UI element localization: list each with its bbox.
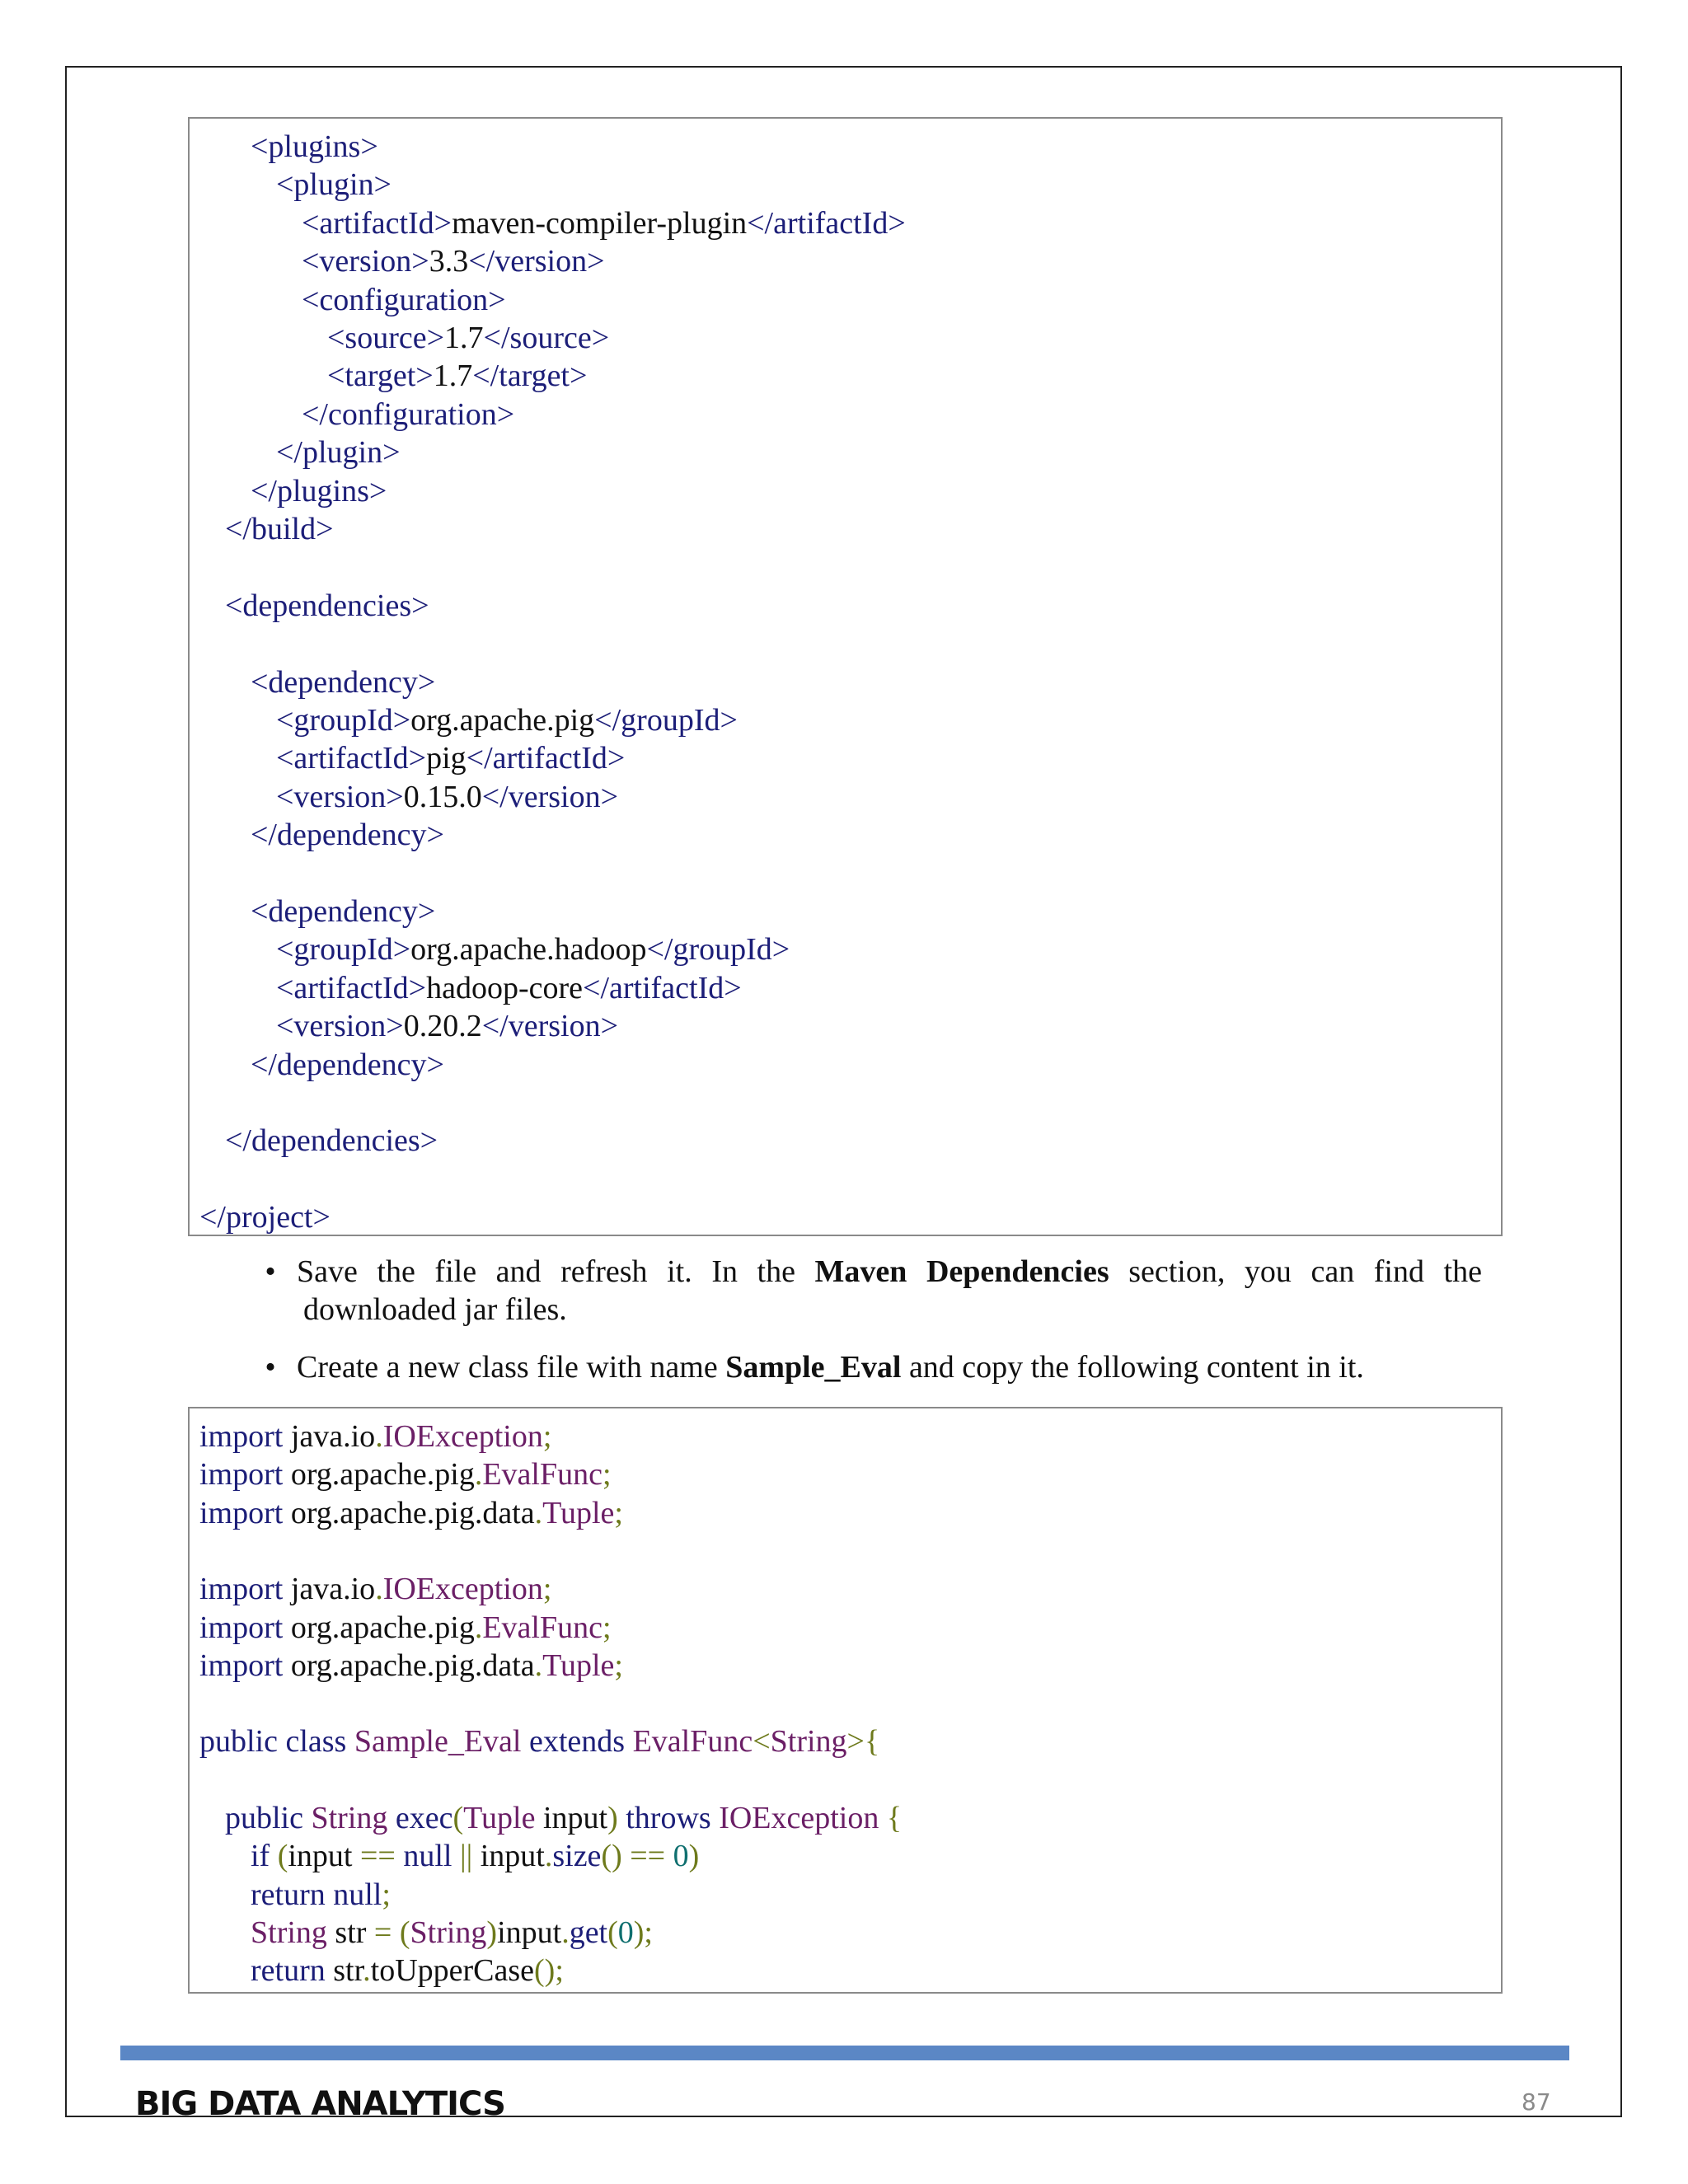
pom-xml-code-block [188, 117, 1503, 1236]
code-token: ; [602, 1457, 612, 1493]
bullet-text-part: Save the file and refresh it. In the [297, 1254, 815, 1289]
code-token: org.apache.pig [290, 1610, 475, 1645]
code-line [251, 663, 435, 701]
code-token: ); [633, 1915, 653, 1950]
code-token: . [474, 1457, 483, 1493]
code-token: . [561, 1915, 570, 1950]
code-token: <target> [327, 359, 434, 394]
code-token: exec [395, 1801, 453, 1835]
code-line [327, 357, 587, 395]
code-token: <artifactId> [276, 741, 427, 776]
bullet-symbol: • [265, 1254, 276, 1289]
code-token: || [460, 1839, 481, 1874]
bullet-item-create-class [254, 1348, 1482, 1386]
code-token: <version> [302, 244, 429, 279]
code-line [199, 1418, 551, 1455]
bullet-line-1 [297, 1253, 1482, 1291]
code-token: import [199, 1647, 291, 1683]
code-token: . [363, 1953, 371, 1989]
code-token: <version> [276, 1009, 404, 1044]
code-line [199, 1722, 879, 1760]
code-token: java.io [290, 1572, 376, 1607]
code-token: <plugin> [276, 167, 392, 203]
bullet-bold-term: Maven Dependencies [814, 1254, 1109, 1289]
code-token: 3.3 [429, 244, 469, 279]
bullet-symbol: • [265, 1350, 276, 1385]
bullet-text [297, 1253, 1482, 1329]
java-code-block [188, 1407, 1503, 1994]
code-token: EvalFunc [482, 1610, 603, 1645]
code-token: ) [688, 1839, 700, 1874]
code-line [251, 472, 387, 510]
code-token: IOException [382, 1572, 543, 1607]
code-token: 1.7 [444, 321, 484, 355]
code-token: IOException [719, 1801, 887, 1835]
code-token: org.apache.pig.data [290, 1495, 535, 1530]
code-token: input [542, 1801, 608, 1835]
code-token: ; [542, 1572, 552, 1607]
code-line [276, 930, 790, 968]
code-token: </version> [468, 244, 605, 279]
code-line [225, 1122, 438, 1160]
bullet-text-part: Create a new class file with name [297, 1350, 726, 1385]
code-token: . [375, 1419, 383, 1454]
code-token: size [552, 1839, 602, 1874]
bullet-text-part: and copy the following content in it. [901, 1350, 1364, 1385]
code-token: . [375, 1572, 383, 1607]
code-token: throws [626, 1801, 720, 1835]
code-token: ; [542, 1419, 552, 1454]
code-token: <dependencies> [225, 588, 429, 623]
code-token: Sample_Eval [354, 1724, 529, 1760]
code-line [251, 1046, 444, 1084]
code-token: import [199, 1457, 291, 1493]
code-token: input [480, 1839, 545, 1874]
code-token: (); [534, 1953, 564, 1989]
code-token: ( [277, 1839, 288, 1874]
bullet-text-part: section, you can find the [1109, 1254, 1482, 1289]
code-token: str [333, 1953, 363, 1989]
code-token: ; [602, 1610, 612, 1645]
code-line [276, 701, 738, 739]
code-token: </plugin> [276, 435, 401, 471]
code-token: <version> [276, 779, 404, 814]
code-token: EvalFunc [632, 1724, 753, 1760]
footer-rule [120, 2046, 1569, 2060]
code-token: . [474, 1610, 483, 1645]
bullet-item-save-file [254, 1253, 1482, 1329]
code-token: get [569, 1915, 608, 1950]
code-token: <plugins> [251, 129, 378, 164]
code-token: </artifactId> [583, 970, 742, 1005]
code-token: <artifactId> [276, 970, 427, 1005]
code-line [199, 1198, 331, 1236]
code-token: org.apache.hadoop [410, 932, 647, 968]
code-token: import [199, 1419, 291, 1454]
code-token: 0.15.0 [403, 779, 482, 814]
code-token: if [251, 1839, 278, 1874]
code-token: 0 [617, 1915, 634, 1950]
code-token: </source> [483, 321, 610, 355]
code-token: hadoop-core [426, 970, 584, 1005]
code-line [276, 1007, 618, 1045]
code-token: ( [452, 1801, 464, 1835]
code-token: <source> [327, 321, 445, 355]
code-token: </plugins> [251, 473, 387, 509]
code-token: . [534, 1647, 543, 1683]
code-token: ; [382, 1877, 391, 1912]
code-token: . [534, 1495, 543, 1530]
code-token: </artifactId> [747, 205, 906, 241]
code-line [251, 1914, 653, 1952]
bullet-text [297, 1348, 1482, 1386]
code-token: <dependency> [251, 894, 436, 929]
code-line [225, 1799, 902, 1837]
code-line [251, 816, 444, 854]
code-token: </dependency> [251, 818, 444, 853]
code-token: EvalFunc [482, 1457, 603, 1493]
code-token: pig [426, 741, 467, 776]
bullet-line-2: downloaded jar files. [303, 1292, 567, 1327]
code-token: <groupId> [276, 703, 411, 738]
code-token: </target> [472, 359, 588, 394]
code-token: </configuration> [302, 396, 515, 432]
code-token: java.io [290, 1419, 376, 1454]
code-token: </dependencies> [225, 1123, 438, 1159]
code-line [199, 1494, 623, 1532]
footer-title: BIG DATA ANALYTICS [135, 2085, 505, 2123]
code-token: import [199, 1610, 291, 1645]
bullet-bold-term: Sample_Eval [725, 1350, 902, 1385]
code-line [199, 1570, 551, 1608]
code-token: < [753, 1724, 771, 1760]
code-token: Tuple [463, 1801, 543, 1835]
code-token: return null [251, 1877, 382, 1912]
code-line [276, 434, 401, 471]
code-token: <groupId> [276, 932, 411, 968]
code-line [251, 893, 435, 930]
code-line [276, 739, 625, 777]
code-token: import [199, 1495, 291, 1530]
code-token: </groupId> [594, 703, 738, 738]
code-token: IOException [382, 1419, 543, 1454]
code-token: String [251, 1915, 335, 1950]
code-token: </build> [225, 512, 334, 546]
page-number: 87 [1522, 2088, 1551, 2116]
code-token: ; [614, 1647, 623, 1683]
code-line [251, 1952, 564, 1990]
code-line [225, 587, 429, 625]
code-token: ( [607, 1915, 618, 1950]
code-token: 1.7 [433, 359, 473, 394]
code-token: Tuple [542, 1647, 615, 1683]
code-line [251, 1876, 391, 1914]
code-line [276, 969, 742, 1007]
code-token: </artifactId> [466, 741, 626, 776]
code-token: extends [528, 1724, 633, 1760]
code-token: ) [486, 1915, 498, 1950]
code-token: input [288, 1839, 360, 1874]
code-token: <configuration> [302, 282, 506, 317]
code-token: str [335, 1915, 374, 1950]
code-token: </version> [481, 1009, 619, 1044]
code-token: { [886, 1801, 903, 1835]
code-token: <artifactId> [302, 205, 452, 241]
code-token: </project> [199, 1200, 331, 1235]
code-token: String [410, 1915, 487, 1950]
code-line [327, 319, 609, 357]
code-line [302, 396, 514, 434]
code-line [302, 204, 906, 242]
code-line [199, 1609, 612, 1647]
code-token: import [199, 1572, 291, 1607]
code-token: = ( [373, 1915, 410, 1950]
code-token: return [251, 1953, 334, 1989]
code-token: <dependency> [251, 664, 436, 700]
code-token: . [544, 1839, 553, 1874]
code-token: org.apache.pig [410, 703, 595, 738]
code-line [251, 128, 378, 166]
code-token: toUpperCase [370, 1953, 535, 1989]
code-token: maven-compiler-plugin [452, 205, 748, 241]
code-token: String [311, 1801, 396, 1835]
code-token: ; [614, 1495, 623, 1530]
code-token: org.apache.pig.data [290, 1647, 535, 1683]
code-token: == [360, 1839, 404, 1874]
code-token: org.apache.pig [290, 1457, 475, 1493]
code-token: Tuple [542, 1495, 615, 1530]
code-line [199, 1455, 612, 1493]
code-line [276, 778, 618, 816]
code-token: </version> [481, 779, 619, 814]
code-token: ) [607, 1801, 626, 1835]
code-line [225, 510, 334, 548]
code-token: public [225, 1801, 312, 1835]
code-token: 0 [673, 1839, 689, 1874]
code-line [251, 1837, 699, 1875]
code-token: () == [601, 1839, 673, 1874]
code-token: 0.20.2 [403, 1009, 482, 1044]
code-line [302, 281, 506, 319]
code-token: input [497, 1915, 562, 1950]
code-line [276, 166, 392, 204]
code-token: </dependency> [251, 1047, 444, 1082]
code-token: </groupId> [646, 932, 790, 968]
code-line [302, 242, 605, 280]
code-line [199, 1647, 623, 1685]
code-token: public class [199, 1724, 354, 1760]
code-token: String [770, 1724, 847, 1760]
code-token: >{ [846, 1724, 880, 1760]
code-token: null [403, 1839, 460, 1874]
